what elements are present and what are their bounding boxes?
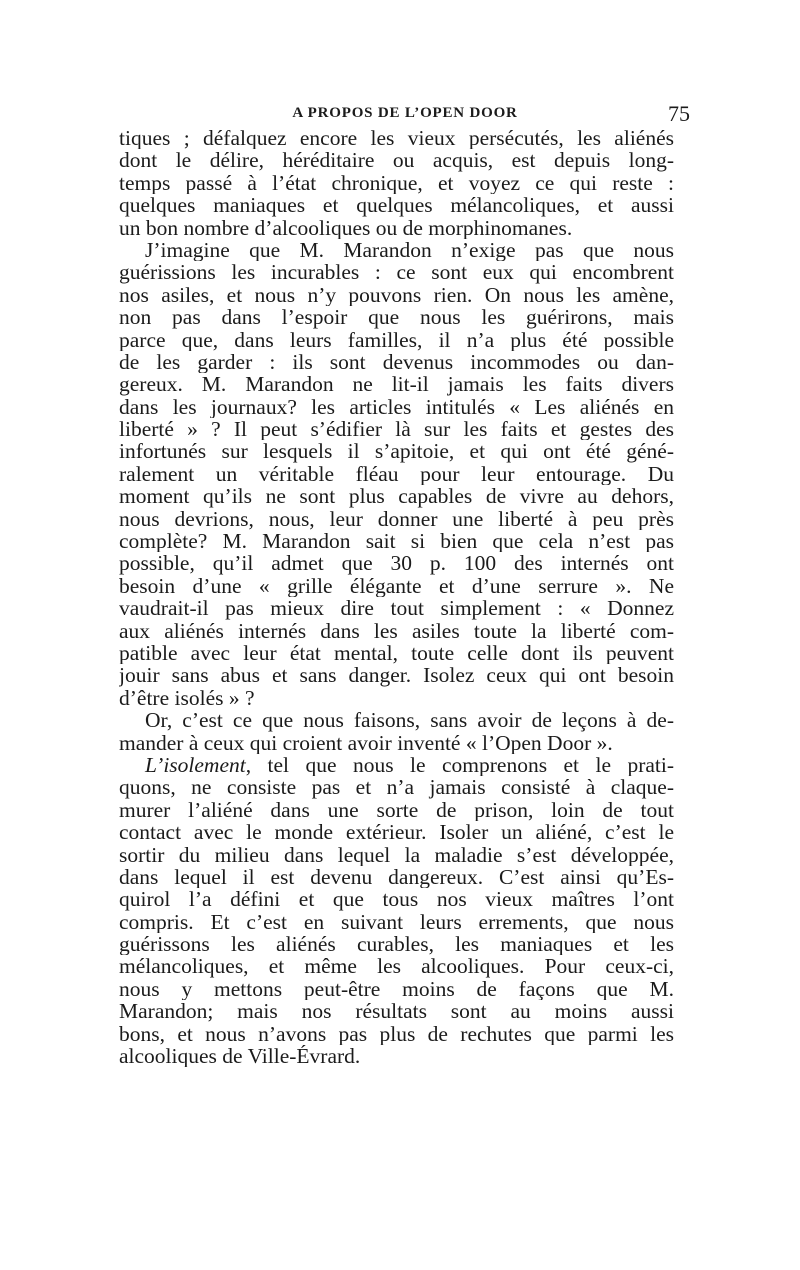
text-line: quelques maniaques et quelques mélancoliques, et aussi [119, 194, 674, 217]
paragraph-start-line [119, 754, 674, 776]
text-line: aux aliénés internés dans les asiles toute la liberté com- [119, 619, 674, 642]
text-line: nous y mettons peut-être moins de façons que M. [119, 977, 674, 1001]
paragraph-start-line: Or, c’est ce que nous faisons, sans avoir de leçons à de- [145, 709, 674, 732]
running-title: A PROPOS DE L’OPEN DOOR [292, 105, 518, 121]
text-line-remainder: , tel que nous le comprenons et le prati- [245, 753, 674, 777]
text-line: dont le délire, héréditaire ou acquis, est depuis long- [119, 149, 674, 172]
text-line: besoin d’une « grille élégante et d’une serrure ». Ne [119, 574, 674, 598]
text-line: un bon nombre d’alcooliques ou de morphinomanes. [119, 216, 573, 239]
text-line: ralement un véritable fléau pour leur entourage. Du [119, 462, 674, 486]
text-line: compris. Et c’est en suivant leurs errements, que nous [119, 910, 674, 934]
text-line: tiques ; défalquez encore les vieux persécutés, les aliénés [119, 127, 674, 150]
text-line: jouir sans abus et sans danger. Isolez ceux qui ont besoin [119, 664, 674, 687]
text-line: quons, ne consiste pas et n’a jamais consisté à claque- [119, 776, 674, 799]
text-line: moment qu’ils ne sont plus capables de vivre au dehors, [119, 485, 674, 508]
text-line: bons, et nous n’avons pas plus de rechutes que parmi les [119, 1022, 674, 1046]
body-text [119, 127, 674, 1067]
text-line: dans lequel il est devenu dangereux. C’est ainsi qu’Es- [119, 865, 674, 889]
text-line: dans les journaux? les articles intitulés « Les aliénés en [119, 395, 674, 419]
text-line: infortunés sur lesquels il s’apitoie, et qui ont été géné- [119, 440, 674, 463]
text-line: sortir du milieu dans lequel la maladie s’est développée, [119, 843, 674, 866]
text-line: d’être isolés » ? [119, 686, 255, 710]
text-line: nos asiles, et nous n’y pouvons rien. On nous les amène, [119, 283, 674, 307]
paragraph-start-line: J’imagine que M. Marandon n’exige pas que nous [145, 238, 674, 262]
text-line: liberté » ? Il peut s’édifier là sur les faits et gestes des [119, 418, 674, 441]
text-line: nous devrions, nous, leur donner une liberté à peu près [119, 507, 674, 531]
text-line: non pas dans l’espoir que nous les guérirons, mais [119, 306, 674, 329]
text-line: parce que, dans leurs familles, il n’a plus été possible [119, 328, 674, 351]
text-line: patible avec leur état mental, toute celle dont ils peuvent [119, 641, 674, 665]
text-line: contact avec le monde extérieur. Isoler un aliéné, c’est le [119, 821, 674, 844]
text-line: mélancoliques, et même les alcooliques. Pour ceux-ci, [119, 955, 674, 978]
italic-word: L’isolement [145, 753, 246, 777]
text-line: vaudrait-il pas mieux dire tout simplement : « Donnez [119, 597, 674, 620]
text-line: murer l’aliéné dans une sorte de prison, loin de tout [119, 798, 674, 822]
text-line: quirol l’a défini et que tous nos vieux maîtres l’ont [119, 888, 674, 911]
running-head [120, 101, 690, 127]
text-line: gereux. M. Marandon ne lit-il jamais les faits divers [119, 373, 674, 396]
text-line: guérissions les incurables : ce sont eux qui encombrent [119, 261, 674, 284]
text-line: temps passé à l’état chronique, et voyez ce qui reste : [119, 171, 674, 195]
text-line: guérissons les aliénés curables, les maniaques et les [119, 933, 674, 956]
page-number: 75 [668, 101, 690, 126]
text-line: possible, qu’il admet que 30 p. 100 des internés ont [119, 552, 674, 575]
text-line: de les garder : ils sont devenus incommodes ou dan- [119, 350, 674, 374]
text-line: Marandon; mais nos résultats sont au moins aussi [119, 1000, 674, 1023]
text-line: mander à ceux qui croient avoir inventé « l’Open Door ». [119, 731, 613, 754]
text-line: alcooliques de Ville-Évrard. [119, 1045, 361, 1068]
text-line: complète? M. Marandon sait si bien que cela n’est pas [119, 530, 674, 553]
